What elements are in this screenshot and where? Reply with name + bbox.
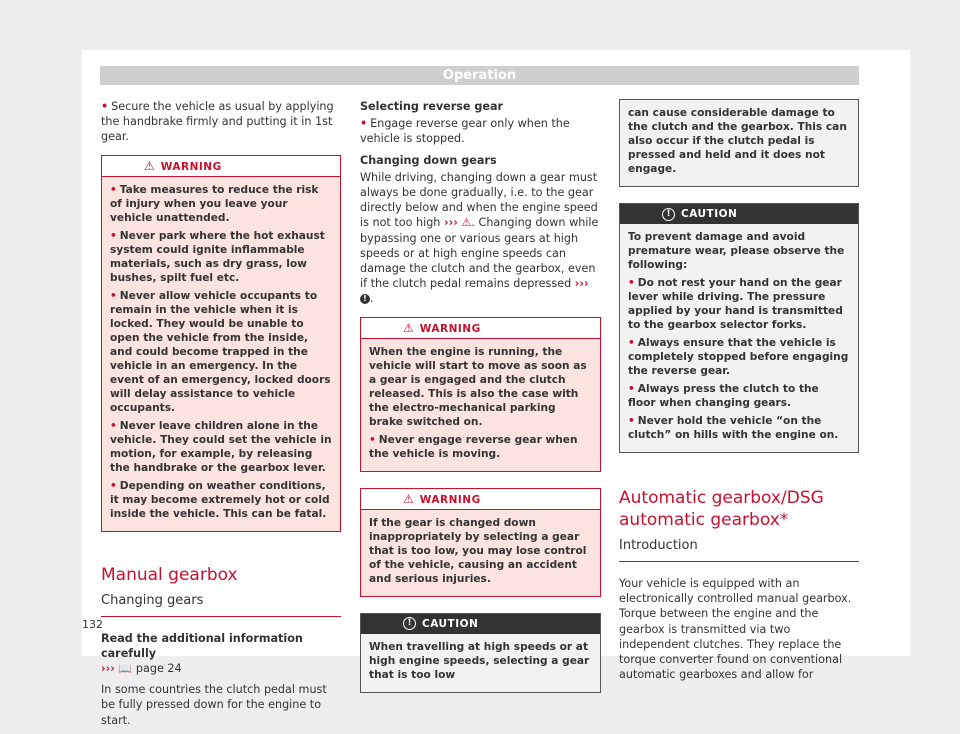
page-number: 132 (82, 618, 103, 631)
column-3 (619, 99, 859, 688)
page-header: Operation (100, 66, 859, 85)
section-subtitle: Changing gears (101, 592, 341, 617)
warning-body (361, 339, 600, 471)
list-item: • Never park where the hot exhaust system could ignite inflammable materials, such as dry grass, low bushes, spilt fuel etc. (110, 229, 325, 284)
column-1 (101, 99, 341, 734)
warning-header: ⚠ WARNING (361, 489, 600, 510)
caution-body (361, 634, 600, 692)
caution-circle-icon: ! (662, 208, 675, 221)
warning-triangle-icon: ⚠ (144, 158, 155, 173)
list-item: • Never engage reverse gear when the vehicle is moving. (369, 433, 578, 460)
caution-box-continued (619, 99, 859, 187)
bullet-icon: • (101, 100, 109, 113)
caution-box (619, 203, 859, 453)
warning-body (361, 510, 600, 596)
list-item: • Never hold the vehicle “on the clutch” on hills with the engine on. (628, 415, 839, 441)
caution-text: To prevent damage and avoid premature wear, please observe the following: (628, 231, 845, 271)
page-reference-link[interactable]: ››› 📖 page 24 (101, 662, 182, 676)
list-item: • Depending on weather conditions, it may become extremely hot or cold inside the vehicle. This can be fatal. (110, 479, 330, 520)
column-2 (360, 99, 601, 707)
book-icon: 📖 (118, 662, 133, 676)
body-text: In some countries the clutch pedal must be fully pressed down for the engine to start. (101, 683, 327, 727)
warning-text: If the gear is changed down inappropriately by selecting a gear that is too low, you may lose control of the vehicle, causing an accident and serious injuries. (369, 516, 587, 585)
caution-body (620, 224, 858, 452)
caution-box (360, 613, 601, 693)
chevron-right-icon: ››› (574, 277, 589, 291)
list-item: • Never allow vehicle occupants to remain in the vehicle when it is locked. They would be unable to open the vehicle from the inside, and could become trapped in the vehicle in an emergency. In the event of an emergency, locked doors will delay assistance to vehicle occupants. (110, 289, 331, 414)
list-item: • Always press the clutch to the floor when changing gears. (628, 383, 819, 409)
caution-text: can cause considerable damage to the clutch and the gearbox. This can also occur if the clutch pedal is pressed and held and it does not engage. (628, 107, 847, 175)
warning-box (360, 317, 601, 472)
chevron-right-icon: ››› (443, 216, 458, 230)
section-title-automatic-gearbox: Automatic gearbox/DSG automatic gearbox* (619, 488, 824, 530)
down-gears-heading: Changing down gears (360, 153, 497, 167)
list-item: • Never leave children alone in the vehicle. They could set the vehicle in motion, for example, by releasing the handbrake or the gearbox lever. (110, 419, 332, 474)
read-more-text: Read the additional information carefully (101, 631, 303, 660)
warning-header: ⚠ WARNING (361, 318, 600, 339)
bullet-icon: • (360, 117, 368, 131)
caution-body (620, 100, 858, 186)
warning-text: When the engine is running, the vehicle will start to move as soon as a gear is engaged and the clutch released. This is also the case with the electro-mechanical parking brake switched on. (369, 345, 587, 428)
caution-header: ! CAUTION (361, 614, 600, 634)
reverse-gear-bullet: • Engage reverse gear only when the vehicle is stopped. (360, 117, 570, 146)
section-subtitle: Introduction (619, 537, 859, 562)
list-item: • Take measures to reduce the risk of injury when you leave your vehicle unattended. (110, 183, 319, 224)
caution-circle-icon: ! (403, 617, 416, 630)
caution-header: ! CAUTION (620, 204, 858, 224)
section-title-manual-gearbox: Manual gearbox (101, 564, 238, 585)
warning-header: ⚠ WARNING (102, 156, 340, 177)
list-item: • Always ensure that the vehicle is completely stopped before engaging the reverse gear. (628, 337, 849, 377)
reverse-gear-heading: Selecting reverse gear (360, 100, 504, 113)
body-text: Your vehicle is equipped with an electronically controlled manual gearbox. Torque between the engine and the gearbox is transmitted via two independent clutches. They replace the torque converter found on conventional automatic gearboxes and allow for (619, 577, 852, 682)
caution-circle-icon: ! (360, 294, 370, 304)
intro-paragraph: • Secure the vehicle as usual by applying the handbrake firmly and putting it in 1st gear. (101, 100, 334, 144)
chevron-right-icon: ››› (101, 662, 115, 676)
warning-triangle-icon: ⚠ (403, 320, 414, 335)
caution-text: When travelling at high speeds or at high engine speeds, selecting a gear that is too low (369, 640, 590, 681)
down-gears-text: While driving, changing down a gear must always be done gradually, i.e. to the gear directly below and when the engine speed is not too high ››› ⚠. Changing down while bypassing one or various gears at high speeds or at high engine speeds can damage the clutch and the gearbox, even if the clutch pedal remains depressed ››› ! . (360, 170, 599, 306)
warning-box (101, 155, 341, 532)
warning-triangle-icon: ⚠ (461, 216, 472, 230)
warning-triangle-icon: ⚠ (403, 491, 414, 506)
list-item: • Do not rest your hand on the gear lever while driving. The pressure applied by your hand is transmitted to the gearbox selector forks. (628, 277, 843, 331)
warning-body (102, 177, 340, 531)
warning-box (360, 488, 601, 597)
